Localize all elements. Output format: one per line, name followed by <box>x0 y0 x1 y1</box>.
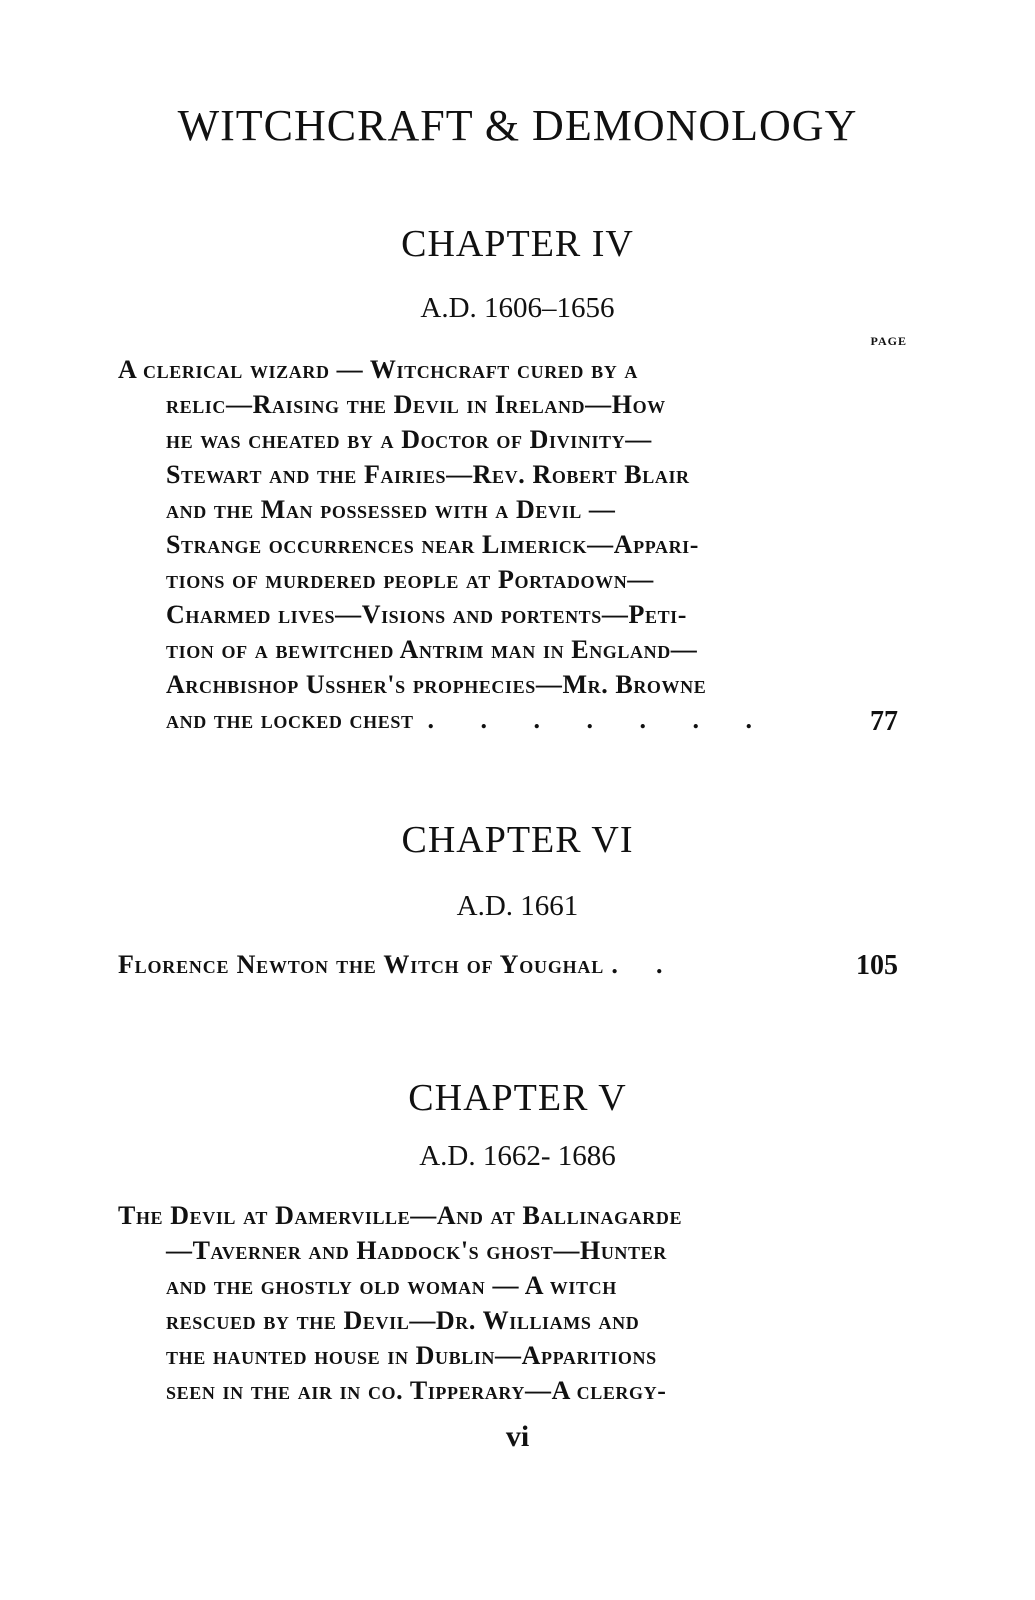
page-folio: vi <box>505 1420 530 1453</box>
chapter-v-title: CHAPTER V <box>408 1077 627 1119</box>
chapter-vi-title: CHAPTER VI <box>401 819 634 861</box>
page-column-label: PAGE <box>870 334 907 348</box>
running-head: WITCHCRAFT & DEMONOLOGY <box>177 101 858 150</box>
chapter-v-summary <box>118 1198 831 1408</box>
summary-line-text: and the locked chest <box>166 705 414 734</box>
summary-line: he was cheated by a Doctor of Divinity— <box>166 425 652 454</box>
summary-line: the haunted house in Dublin—Apparitions <box>166 1341 657 1370</box>
summary-line: A clerical wizard — Witchcraft cured by a <box>118 355 639 384</box>
summary-line: relic—Raising the Devil in Ireland—How <box>166 390 666 419</box>
chapter-iv-date: A.D. 1606–1656 <box>420 292 615 324</box>
chapter-iv-title: CHAPTER IV <box>401 223 634 265</box>
dot-leaders: . <box>655 950 664 979</box>
chapter-vi-entry <box>118 950 898 980</box>
summary-line: Strange occurrences near Limerick—Appari- <box>166 530 700 559</box>
chapter-iv-summary <box>118 352 831 737</box>
summary-line: seen in the air in co. Tipperary—A clergy- <box>166 1376 667 1405</box>
summary-line: The Devil at Damerville—And at Ballinagarde <box>118 1201 683 1230</box>
summary-line: —Taverner and Haddock's ghost—Hunter <box>166 1236 667 1265</box>
summary-line: Archbishop Ussher's prophecies—Mr. Browne <box>166 670 707 699</box>
summary-line: rescued by the Devil—Dr. Williams and <box>166 1306 640 1335</box>
summary-line: tion of a bewitched Antrim man in England— <box>166 635 698 664</box>
summary-line-final <box>118 702 831 737</box>
chapter-vi-page-number: 105 <box>856 950 898 981</box>
chapter-v-date: A.D. 1662- 1686 <box>419 1140 616 1172</box>
summary-line: and the Man possessed with a Devil — <box>166 495 616 524</box>
summary-line: Charmed lives—Visions and portents—Peti- <box>166 600 688 629</box>
summary-line: tions of murdered people at Portadown— <box>166 565 654 594</box>
dot-leaders: . . . . . . . <box>427 705 773 734</box>
chapter-iv-page-number: 77 <box>870 706 898 737</box>
entry-text: Florence Newton the Witch of Youghal . <box>118 950 619 979</box>
summary-line: Stewart and the Fairies—Rev. Robert Blair <box>166 460 690 489</box>
chapter-vi-date: A.D. 1661 <box>456 890 579 922</box>
summary-line: and the ghostly old woman — A witch <box>166 1271 617 1300</box>
